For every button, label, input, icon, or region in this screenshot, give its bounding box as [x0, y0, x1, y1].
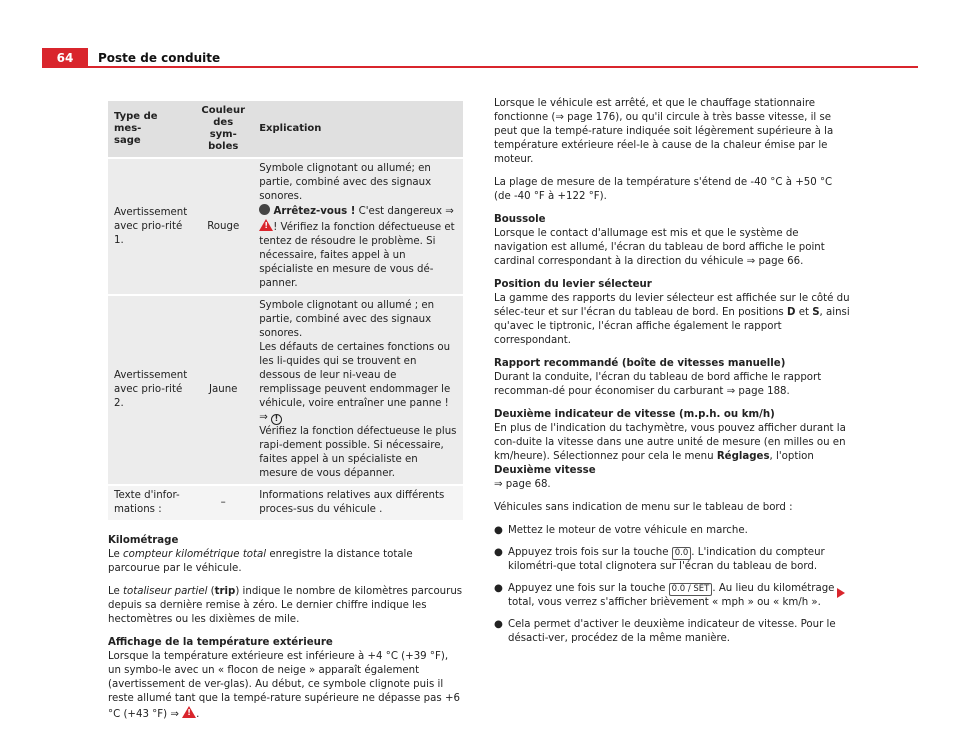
gear-heading: Rapport recommandé (boîte de vitesses manuelle)	[494, 358, 786, 369]
col-header-type: Type de mes- sage	[108, 101, 193, 157]
col-header-color: Couleur des sym- boles	[193, 101, 253, 157]
row-type: Texte d'infor-mations :	[108, 486, 193, 520]
expl-text: ! Vérifiez la fonction défectueuse et tentez de résoudre le problème. Si nécessaire, faites appel à un spécialiste en mesure de vous dé-panner.	[259, 222, 455, 289]
vehicles-paragraph: Véhicules sans indication de menu sur le tableau de bord :	[494, 502, 793, 513]
list-item: ● Mettez le moteur de votre véhicule en marche.	[494, 525, 748, 536]
expl-text: Vérifiez la fonction défectueuse le plus rapi-dement possible. Si nécessaire, faites appel à un spécialiste en mesure de vous dépanner.	[259, 426, 457, 479]
warning-triangle-icon[interactable]	[182, 706, 196, 718]
table-row	[108, 486, 463, 520]
expl-text: C'est dangereux ⇒	[355, 206, 454, 217]
list-item: ● Cela permet d'activer le deuxième indicateur de vitesse. Pour le désacti-ver, procédez de la même manière.	[494, 619, 836, 644]
expl-text: Symbole clignotant ou allumé ; en partie, combiné avec des signaux sonores.	[259, 300, 435, 339]
compass-paragraph: Lorsque le contact d'allumage est mis et que le système de navigation est allumé, l'écran du tableau de bord affiche le point cardinal correspondant à la direction du véhicule ⇒ page 66.	[494, 228, 825, 267]
temperature-paragraph: Lorsque la température extérieure est inférieure à +4 °C (+39 °F), un symbo-le avec un « flocon de neige » apparaît également (avertissement de ver-glas). Au début, ce symbole clignote puis il reste allumé tant que la tempé-rature supérieure ne dépasse pas +6 °C (+43 °F) ⇒ !.	[108, 650, 463, 722]
stop-icon	[259, 204, 270, 215]
left-column	[108, 99, 463, 731]
expl-text: Symbole clignotant ou allumé; en partie, combiné avec des signaux sonores.	[259, 163, 432, 202]
message-table	[108, 99, 463, 522]
row-explanation	[253, 296, 463, 484]
compass-heading: Boussole	[494, 214, 546, 225]
expl-text: Les défauts de certaines fonctions ou les li-quides qui se trouvent en dessous de leur ni-veau de remplissage peuvent endommager le véhicule, voire entraîner une panne ! ⇒	[259, 342, 451, 423]
set-key[interactable]: 0.0 / SET	[669, 583, 713, 596]
selector-paragraph: La gamme des rapports du levier sélecteur est affichée sur le côté du sélec-teur et sur l'écran du tableau de bord. En positions D et S, ainsi qu'avec le tiptronic, l'écran affiche également le rapport correspondant.	[494, 293, 850, 346]
selector-heading: Position du levier sélecteur	[494, 279, 652, 290]
caution-icon[interactable]: !	[271, 414, 282, 425]
list-item: ● Appuyez trois fois sur la touche 0.0 . L'indication du compteur kilométri-que total clignotera sur l'écran du tableau de bord.	[494, 547, 825, 572]
right-column	[494, 97, 850, 654]
km-paragraph-2: Le totaliseur partiel (trip) indique le nombre de kilomètres parcourus depuis sa dernière remise à zéro. Le dernier chiffre indique les hectomètres ou les dixièmes de mile.	[108, 586, 463, 625]
trip-key[interactable]: 0.0	[672, 547, 692, 560]
km-paragraph-1: Le compteur kilométrique total enregistre la distance totale parcourue par le véhicule.	[108, 549, 413, 574]
list-item: ● Appuyez une fois sur la touche 0.0 / SET . Au lieu du kilométrage total, vous verrez s'afficher brièvement « mph » ou « km/h ».	[494, 583, 835, 608]
gear-paragraph: Durant la conduite, l'écran du tableau de bord affiche le rapport recomman-dé pour économiser du carburant ⇒ page 188.	[494, 372, 822, 397]
row-explanation	[253, 159, 463, 294]
warning-triangle-icon[interactable]	[259, 219, 273, 231]
stop-label: Arrêtez-vous !	[273, 206, 356, 217]
paragraph: Lorsque le véhicule est arrêté, et que le chauffage stationnaire fonctionne (⇒ page 176), ou qu'il circule à très basse vitesse, il se peut que la tempé-rature indiquée soit légèrement supérieure à la température extérieure réel-le à cause de la chaleur émise par le moteur.	[494, 98, 834, 165]
speed-paragraph: En plus de l'indication du tachymètre, vous pouvez afficher durant la con-duite la vitesse dans une autre unité de mesure (en milles ou en km/heure). Sélectionnez pour cela le menu Réglages, l'option Deuxième vitesse ⇒ page 68.	[494, 423, 846, 490]
page-title: Poste de conduite	[98, 51, 221, 65]
row-color: –	[193, 486, 253, 520]
header-rule	[88, 66, 918, 68]
paragraph: La plage de mesure de la température s'étend de -40 °C à +50 °C (de -40 °F à +122 °F).	[494, 177, 833, 202]
row-type: Avertissement avec prio-rité 2.	[108, 296, 193, 484]
continue-arrow-icon	[837, 588, 845, 598]
row-type: Avertissement avec prio-rité 1.	[108, 159, 193, 294]
row-explanation: Informations relatives aux différents proces-sus du véhicule .	[253, 486, 463, 520]
row-color: Jaune	[193, 296, 253, 484]
speed-heading: Deuxième indicateur de vitesse (m.p.h. ou km/h)	[494, 409, 775, 420]
km-heading: Kilométrage	[108, 535, 179, 546]
table-row	[108, 159, 463, 294]
row-color: Rouge	[193, 159, 253, 294]
table-row	[108, 296, 463, 484]
col-header-explanation: Explication	[253, 101, 463, 157]
page-number: 64	[42, 48, 88, 68]
temperature-heading: Affichage de la température extérieure	[108, 637, 333, 648]
